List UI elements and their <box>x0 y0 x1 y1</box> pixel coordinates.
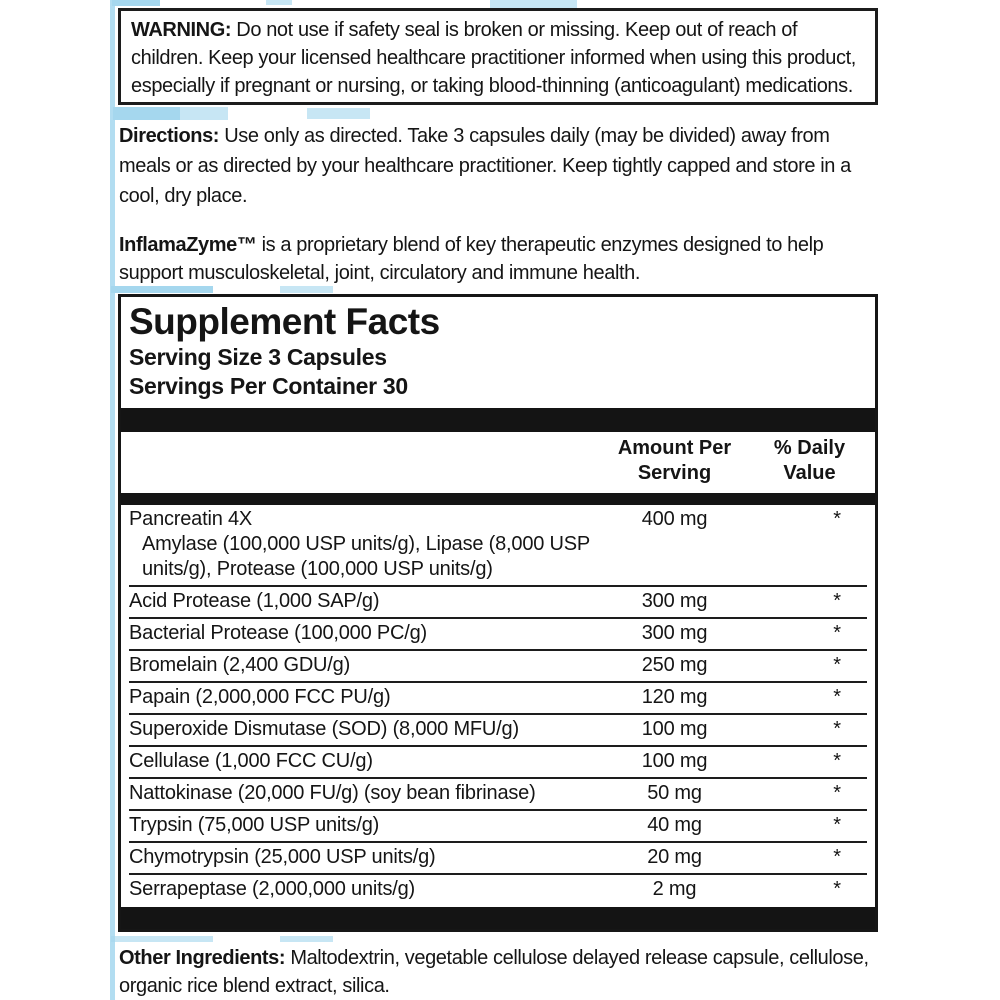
background-stripe <box>490 0 577 8</box>
ingredient-daily-value: * <box>833 686 841 708</box>
panel-title: Supplement Facts <box>129 301 440 342</box>
ingredient-daily-value: * <box>833 718 841 740</box>
warning-label: WARNING: <box>131 19 232 41</box>
ingredient-amount: 2 mg <box>652 878 697 900</box>
ingredient-amount: 100 mg <box>641 718 708 740</box>
ingredient-daily-value: * <box>833 590 841 612</box>
warning-text: WARNING: Do not use if safety seal is broken or missing. Keep out of reach of children. Keep your licensed healthcare practitioner informed when using this product, especially if pregnant or nursing, or taking blood-thinning (anticoagulant) medications. <box>131 19 856 97</box>
ingredient-name: Trypsin (75,000 USP units/g) <box>129 814 380 836</box>
background-stripe <box>112 0 160 6</box>
ingredient-daily-value: * <box>833 622 841 644</box>
divider-bar-top <box>121 408 875 432</box>
ingredient-amount: 20 mg <box>647 846 702 868</box>
background-stripe <box>266 0 292 5</box>
background-stripe <box>307 108 370 119</box>
column-header-amount: Amount Per Serving <box>617 437 732 484</box>
ingredient-daily-value: * <box>833 654 841 676</box>
ingredient-daily-value: * <box>833 846 841 868</box>
ingredient-row <box>129 585 867 617</box>
divider-bar-bottom <box>121 907 875 932</box>
ingredient-name: Nattokinase (20,000 FU/g) (soy bean fibrinase) <box>129 782 536 804</box>
ingredient-amount: 300 mg <box>641 590 708 612</box>
ingredient-row <box>129 713 867 745</box>
warning-box <box>118 8 878 105</box>
ingredient-name: Pancreatin 4X <box>129 508 253 530</box>
ingredient-amount: 400 mg <box>641 508 708 530</box>
ingredient-daily-value: * <box>833 814 841 836</box>
background-stripe <box>113 107 180 120</box>
divider-bar-header <box>121 493 875 505</box>
ingredient-row <box>129 505 867 585</box>
directions-label: Directions: <box>119 125 220 147</box>
ingredient-row <box>129 681 867 713</box>
ingredient-amount: 250 mg <box>641 654 708 676</box>
ingredient-amount: 100 mg <box>641 750 708 772</box>
supplement-facts-panel <box>118 294 878 932</box>
ingredient-amount: 300 mg <box>641 622 708 644</box>
table-header-row <box>129 432 867 493</box>
serving-size: Serving Size 3 Capsules <box>129 344 387 370</box>
ingredient-name: Serrapeptase (2,000,000 units/g) <box>129 878 416 900</box>
column-header-daily-value: % Daily Value <box>773 437 846 484</box>
other-ingredients: Other Ingredients: Maltodextrin, vegetable cellulose delayed release capsule, cellulose, organic rice blend extract, silica. <box>119 947 869 997</box>
ingredient-row <box>129 873 867 905</box>
background-stripe <box>111 936 213 942</box>
ingredient-name: Acid Protease (1,000 SAP/g) <box>129 590 380 612</box>
ingredient-daily-value: * <box>833 508 841 530</box>
product-description: InflamaZyme™ is a proprietary blend of key therapeutic enzymes designed to help support musculoskeletal, joint, circulatory and immune health. <box>119 234 824 284</box>
ingredient-amount: 50 mg <box>647 782 702 804</box>
other-ingredients-label: Other Ingredients: <box>119 947 286 969</box>
ingredient-amount: 40 mg <box>647 814 702 836</box>
directions-text: Directions: Use only as directed. Take 3 capsules daily (may be divided) away from meals or as directed by your healthcare practitioner. Keep tightly capped and store in a cool, dry place. <box>119 125 851 207</box>
ingredient-table <box>129 505 867 905</box>
ingredient-amount: 120 mg <box>641 686 708 708</box>
ingredient-row <box>129 841 867 873</box>
background-stripe <box>280 936 333 942</box>
ingredient-subcomponents: Amylase (100,000 USP units/g), Lipase (8,000 USP units/g), Protease (100,000 USP units/g) <box>142 533 590 580</box>
background-stripe <box>180 107 228 120</box>
ingredient-name: Superoxide Dismutase (SOD) (8,000 MFU/g) <box>129 718 519 740</box>
background-stripe <box>111 286 213 293</box>
ingredient-row <box>129 649 867 681</box>
ingredient-name: Bacterial Protease (100,000 PC/g) <box>129 622 428 644</box>
ingredient-daily-value: * <box>833 750 841 772</box>
ingredient-name: Papain (2,000,000 FCC PU/g) <box>129 686 391 708</box>
servings-per-container: Servings Per Container 30 <box>129 373 408 399</box>
ingredient-daily-value: * <box>833 782 841 804</box>
ingredient-name: Bromelain (2,400 GDU/g) <box>129 654 351 676</box>
ingredient-row <box>129 809 867 841</box>
brand-name: InflamaZyme™ <box>119 234 257 256</box>
background-stripe <box>110 0 115 1000</box>
ingredient-name: Cellulase (1,000 FCC CU/g) <box>129 750 373 772</box>
ingredient-daily-value: * <box>833 878 841 900</box>
ingredient-row <box>129 745 867 777</box>
ingredient-row <box>129 777 867 809</box>
ingredient-row <box>129 617 867 649</box>
background-stripe <box>280 286 333 293</box>
ingredient-name: Chymotrypsin (25,000 USP units/g) <box>129 846 436 868</box>
